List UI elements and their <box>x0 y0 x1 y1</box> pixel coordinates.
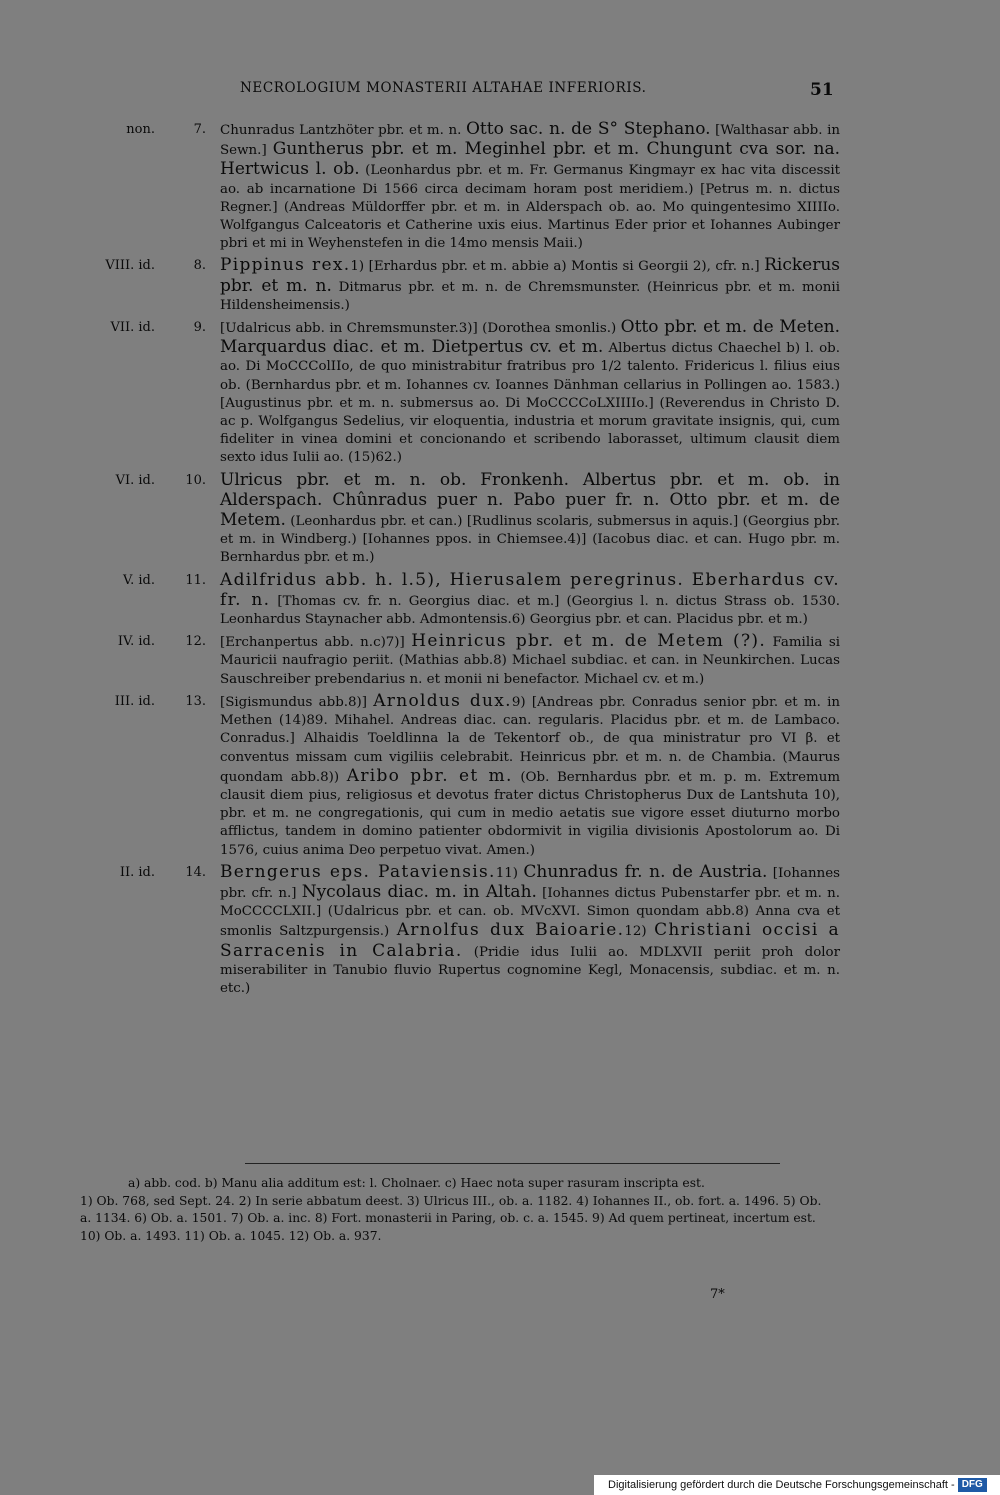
entry-text <box>220 692 840 860</box>
entry-text-segment: Christiani occisi a Sarracenis in Calabria. <box>220 920 840 961</box>
entry-text-segment: [Thomas cv. fr. n. Georgius diac. et m.] (Georgius l. n. dictus Strass ob. 1530. Leonhardus Staynacher abb. Admontensis.6) Georgius pbr. et can. Placidus pbr. et m.) <box>220 593 840 628</box>
entry-number: 13. <box>185 693 206 709</box>
entry-text-segment: [Sigismundus abb.8)] <box>220 694 374 710</box>
entry-date: III. id. <box>114 693 155 709</box>
entry-text <box>220 632 840 689</box>
footnote-line-numbers: 1) Ob. 768, sed Sept. 24. 2) In serie abbatum deest. 3) Ulricus III., ob. a. 1182. 4) Iohannes II., ob. fort. a. 1496. 5) Ob. a. 1134. 6) Ob. a. 1501. 7) Ob. a. inc. 8) Fort. monasterii in Paring, ob. c. a. 1545. 9) Ad quem pertineat, incertum est. 10) Ob. a. 1493. 11) Ob. a. 1045. 12) Ob. a. 937. <box>80 1193 822 1243</box>
entry-text-segment: 12) <box>624 924 655 940</box>
entry-number: 10. <box>185 472 206 488</box>
entry <box>60 632 840 689</box>
entry <box>60 571 840 630</box>
entry-text-segment: (Leonhardus pbr. et m. Fr. Germanus Kingmayr ex hac vita discessit ao. ab incarnatione Di 1566 circa decimam horam post meridiem.) [Petrus m. n. dictus Regner.] (Andreas Müldorffer pbr. et m. in Alderspach ob. ao. Mo quingentesimo XIIIIo. Wolfgangus Calceatoris et Catherine uxis eius. Martinus Eder prior et Iohannes Aubinger pbri et mi in Weyhenstefen in die 14mo mensis Maii.) <box>220 163 841 252</box>
entry-text <box>220 318 840 468</box>
entry-text-segment: 9) [Andreas pbr. Conradus senior pbr. et m. in Methen (14)89. Mihahel. Andreas diac. can. regularis. Placidus pbr. et m. de Lambaco. Conradus.] Alhaidis Toeldlinna la de Tekentorf ob., de qua ministratur pro VI β. et conventus missam cum vigiliis celebrabit. Heinricus pbr. et m. n. de Chambia. (Maurus quondam abb.8)) <box>220 694 840 785</box>
running-header: NECROLOGIUM MONASTERII ALTAHAE INFERIORIS. <box>240 80 647 96</box>
entry-text-segment: Chunradus fr. n. de Austria. <box>523 861 768 882</box>
entry-text <box>220 120 840 253</box>
entry-text-segment: Aribo pbr. et m. <box>346 765 513 786</box>
entry-text-segment: 11) <box>495 865 524 881</box>
entry <box>60 120 840 253</box>
entry-text-segment: Otto sac. n. de S° Stephano. <box>465 119 711 139</box>
entry-text-segment: Arnolfus dux Baioarie. <box>396 920 625 941</box>
footnote-line-letters: a) abb. cod. b) Manu alia additum est: l. Cholnaer. c) Haec nota super rasuram inscripta est. <box>128 1176 705 1190</box>
entry-number: 7. <box>193 122 206 137</box>
necrology-entries <box>60 120 840 1001</box>
entry-date: VII. id. <box>110 320 155 336</box>
entry-text-segment: Arnoldus dux. <box>373 690 512 711</box>
entry-date: VI. id. <box>115 472 155 488</box>
footnotes <box>80 1175 825 1245</box>
entry-number: 14. <box>185 864 206 880</box>
entry-date: non. <box>126 122 155 137</box>
entry-text <box>220 571 840 630</box>
entry-number: 8. <box>193 258 206 274</box>
entry <box>60 692 840 860</box>
entry-text-segment: Chunradus Lantzhöter pbr. et m. n. <box>220 123 466 138</box>
entry-date: II. id. <box>119 864 155 880</box>
footnote-divider <box>245 1163 780 1164</box>
entry-text-segment: Adilfridus abb. h. l.5), Hierusalem peregrinus. Eberhardus cv. fr. n. <box>220 569 840 610</box>
dfg-footer <box>594 1475 1000 1495</box>
entry-text-segment: Ditmarus pbr. et m. n. de Chremsmunster. (Heinricus pbr. et m. monii Hildensheimensis.) <box>220 279 840 313</box>
entry-date: V. id. <box>123 572 155 588</box>
entry-text-segment: [Udalricus abb. in Chremsmunster.3)] (Dorothea smonlis.) <box>220 321 621 337</box>
entry-text-segment: Pippinus rex. <box>220 255 351 276</box>
footer-text: Digitalisierung gefördert durch die Deutsche Forschungsgemeinschaft - <box>608 1479 955 1491</box>
entry-text-segment: Familia si Mauricii naufragio periit. (Mathias abb.8) Michael subdiac. et can. in Neunkirchen. Lucas Sauschreiber prebendarius n. et monii ni benefactor. Michael cv. et m.) <box>220 635 840 687</box>
entry <box>60 256 840 315</box>
entry-text-segment: [Iohannes dictus Pubenstarfer pbr. et m. n. MoCCCCLXII.] (Udalricus pbr. et can. ob. MVcXVI. Simon quondam abb.8) Anna cva et smonlis Saltzpurgensis.) <box>220 885 840 940</box>
entry-text-segment: Otto pbr. et m. de Meten. Marquardus diac. et m. Dietpertus cv. et m. <box>220 317 840 358</box>
entry-text-segment: (Leonhardus pbr. et can.) [Rudlinus scolaris, submersus in aquis.] (Georgius pbr. et m. in Windberg.) [Iohannes ppos. in Chiemsee.4)] (Iacobus diac. et can. Hugo pbr. m. Bernhardus pbr. et m.) <box>220 514 840 566</box>
entry-text-segment: Ulricus pbr. et m. n. ob. Fronkenh. Albertus pbr. et m. ob. in Alderspach. Chûnradus puer n. Pabo puer fr. n. Otto pbr. et m. de Metem. <box>220 469 840 531</box>
entry-text-segment: (Pridie idus Iulii ao. MDLXVII periit proh dolor miserabiliter in Tanubio fluvio Rupertus cognomine Kegl, Monacensis, subdiac. et m. n. etc.) <box>220 944 841 996</box>
entry <box>60 471 840 568</box>
entry-number: 12. <box>185 634 206 650</box>
entry-text <box>220 863 840 998</box>
entry-number: 9. <box>193 320 206 336</box>
dfg-logo: DFG <box>958 1478 987 1492</box>
entry-text-segment: (Ob. Bernhardus pbr. et m. p. m. Extremum clausit diem pius, religiosus et devotus frater dictus Christopherus Dux de Lantshuta 10), pbr. et m. ne congregationis, qui cum in medio aetatis sue vigore esset diuturno morbo afflictus, tandem in domino patienter obdormivit in vigilia divisionis Apostolorum ao. Di 1576, cuius anima Deo perpetuo vivat. Amen.) <box>220 769 841 858</box>
entry-text-segment: [Erchanpertus abb. n.c)7)] <box>220 635 412 651</box>
page-number: 51 <box>810 80 834 100</box>
entry-text-segment: Nycolaus diac. m. in Altah. <box>301 881 537 902</box>
entry-text-segment: Berngerus eps. Pataviensis. <box>220 861 496 882</box>
entry-date: VIII. id. <box>105 258 155 274</box>
entry-number: 11. <box>185 572 206 588</box>
entry-text-segment: Albertus dictus Chaechel b) l. ob. ao. Di MoCCColIIo, de quo ministrabitur fratribus pro 1/2 talento. Fridericus l. filius eius ob. (Bernhardus pbr. et m. Iohannes cv. Ioannes Dänhman cellarius in Pollingen ao. 1583.) [Augustinus pbr. et m. n. submersus ao. Di MoCCCCoLXIIIIo.] (Reverendus in Christo D. ac p. Wolfgangus Sedelius, vir eloquentia, industria et morum gravitate insignis, qui, cum fideliter in vinea domini et concionando et scribendo laborasset, ultimum clausit diem sexto idus Iulii ao. (15)62.) <box>220 341 840 466</box>
entry-text-segment: 1) [Erhardus pbr. et m. abbie a) Montis si Georgii 2), cfr. n.] <box>350 259 765 275</box>
signature-mark: 7* <box>710 1287 725 1302</box>
entry-text <box>220 256 840 315</box>
entry-text <box>220 471 840 568</box>
entry-text-segment: Rickerus pbr. et m. n. <box>220 255 840 296</box>
entry-date: IV. id. <box>117 634 155 650</box>
entry-text-segment: [Walthasar abb. in Sewn.] <box>220 123 840 159</box>
entry <box>60 318 840 468</box>
entry-text-segment: Heinricus pbr. et m. de Metem (?). <box>411 631 767 652</box>
entry <box>60 863 840 998</box>
entry-text-segment: [Iohannes pbr. cfr. n.] <box>220 865 841 901</box>
entry-text-segment: Guntherus pbr. et m. Meginhel pbr. et m. Chungunt cva sor. na. Hertwicus l. ob. <box>220 139 841 180</box>
